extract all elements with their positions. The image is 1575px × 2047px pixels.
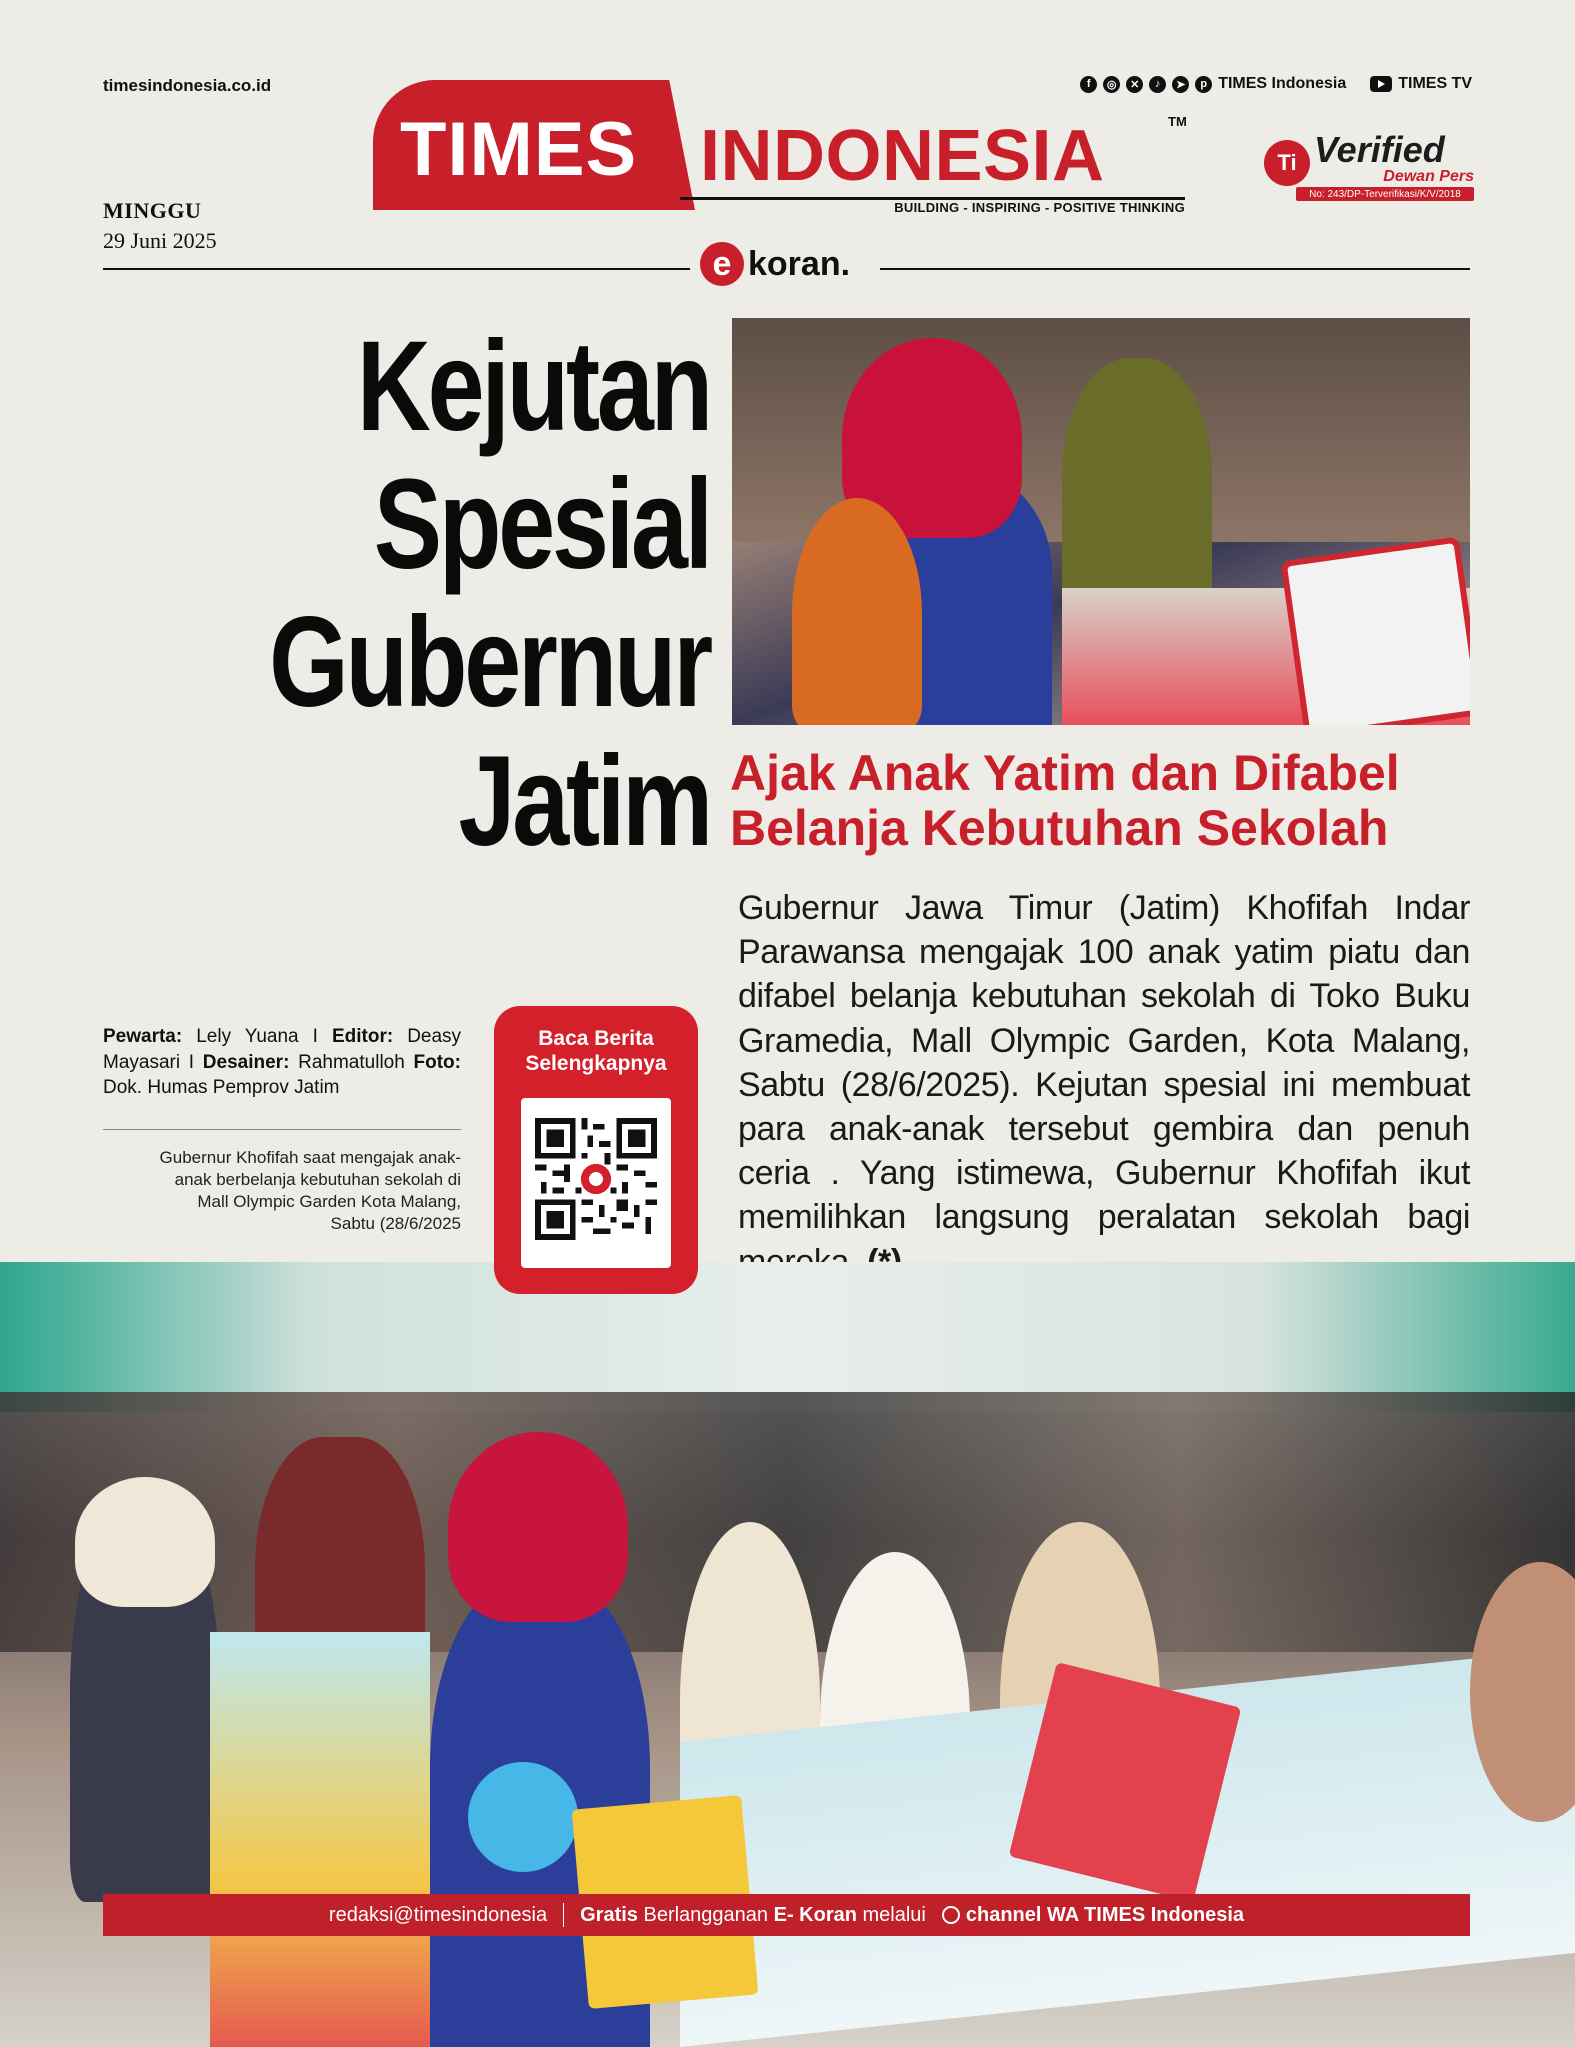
photo-caption: Gubernur Khofifah saat mengajak anak-anak berbelanja kebutuhan sekolah di Mall Olympic Garden Kota Malang, Sabtu (28/6/2025	[159, 1148, 461, 1234]
footer-subscribe	[580, 1904, 926, 1927]
instagram-icon[interactable]: ◎	[1103, 76, 1120, 93]
brand-indonesia: INDONESIA	[700, 116, 1105, 196]
header-divider-left	[103, 268, 690, 270]
foto-label: Foto:	[413, 1051, 461, 1073]
photo-candy-display	[210, 1632, 430, 2047]
editor-label: Editor:	[331, 1026, 394, 1047]
article-subhead: Ajak Anak Yatim dan Difabel Belanja Kebutuhan Sekolah	[730, 745, 1400, 856]
pinterest-icon[interactable]: p	[1195, 76, 1212, 93]
verified-number: No: 243/DP-Terverifikasi/K/V/2018	[1296, 187, 1474, 201]
headline-line: Gubernur	[269, 591, 710, 735]
social-label: TIMES Indonesia	[1218, 75, 1347, 92]
footer-ekoran: E- Koran	[773, 1903, 857, 1926]
credits-divider	[103, 1129, 461, 1130]
qr-label-line: Baca Berita	[538, 1027, 654, 1050]
ekoran-logo	[700, 242, 850, 286]
read-more-qr-box[interactable]	[494, 1006, 698, 1294]
footer-channel-label: channel WA TIMES Indonesia	[965, 1903, 1245, 1926]
headline-line: Jatim	[458, 729, 710, 873]
verified-word: Verified	[1314, 129, 1445, 170]
x-icon[interactable]: ✕	[1126, 76, 1143, 93]
photo-boy	[792, 498, 922, 725]
brand-times: TIMES	[400, 107, 638, 192]
photo-mentos-sign	[468, 1762, 578, 1872]
article-body	[738, 886, 1470, 1284]
photo-pencil-box	[1280, 536, 1470, 725]
tv-label: TIMES TV	[1398, 75, 1472, 92]
ti-badge-icon: Ti	[1264, 140, 1310, 186]
photo-store-wall	[0, 1262, 1575, 1412]
trademark-mark: TM	[1168, 114, 1187, 129]
qr-code-icon[interactable]	[521, 1098, 671, 1268]
whatsapp-icon	[942, 1906, 960, 1924]
edition-date: 29 Juni 2025	[103, 228, 217, 253]
credit-separator: I	[188, 1051, 195, 1073]
credit-separator: I	[312, 1026, 318, 1047]
article-credits	[103, 1024, 461, 1101]
photo-governor-hijab	[448, 1432, 628, 1622]
desainer-label: Desainer:	[202, 1051, 290, 1073]
footer-wa-channel[interactable]	[942, 1904, 1244, 1927]
ekoran-word: koran.	[748, 244, 851, 283]
pewarta-label: Pewarta:	[103, 1026, 183, 1047]
social-links	[1080, 75, 1472, 93]
footer-gratis: Gratis	[580, 1903, 638, 1926]
main-headline	[150, 315, 710, 873]
qr-label-line: Selengkapnya	[525, 1052, 667, 1076]
facebook-icon[interactable]: f	[1080, 76, 1097, 93]
photo-woman-left-hijab	[75, 1477, 215, 1607]
brand-tagline: BUILDING - INSPIRING - POSITIVE THINKING	[894, 200, 1185, 215]
headline-line: Spesial	[373, 453, 710, 597]
top-news-photo	[732, 318, 1470, 725]
pewarta-name: Lely Yuana	[196, 1026, 299, 1047]
tiktok-icon[interactable]: ♪	[1149, 76, 1166, 93]
footer-email[interactable]: redaksi@timesindonesia	[328, 1903, 548, 1926]
qr-label	[494, 1026, 698, 1076]
header-divider-right	[880, 268, 1470, 270]
youtube-icon[interactable]	[1370, 76, 1392, 92]
ekoran-e-icon: e	[700, 242, 744, 286]
desainer-name: Rahmatulloh	[298, 1051, 405, 1073]
verified-dewan-pers-logo	[1264, 129, 1474, 202]
photo-woman-green-hijab	[1062, 358, 1212, 618]
verified-sub: Dewan Pers	[1383, 168, 1474, 185]
telegram-icon[interactable]: ➤	[1172, 76, 1189, 93]
footer-melalui: melalui	[862, 1903, 926, 1926]
footer-langganan: Berlangganan	[643, 1903, 769, 1926]
site-url[interactable]: timesindonesia.co.id	[103, 76, 272, 95]
qr-code-graphic	[535, 1118, 657, 1240]
footer-bar	[103, 1894, 1470, 1936]
article-body-text: Gubernur Jawa Timur (Jatim) Khofifah Indar Parawansa mengajak 100 anak yatim piatu dan difabel belanja kebutuhan sekolah di Toko Buku Gramedia, Mall Olympic Garden, Kota Malang, Sabtu (28/6/2025). Kejutan spesial ini membuat para anak-anak tersebut gembira dan penuh ceria . Yang istimewa, Gubernur Khofifah ikut memilihkan langsung peralatan sekolah bagi	[738, 889, 1470, 1237]
edition-day: MINGGU	[103, 198, 202, 223]
editor-name: Deasy Mayasari	[103, 1026, 462, 1073]
foto-credit: Dok. Humas Pemprov Jatim	[103, 1077, 340, 1099]
footer-divider	[563, 1903, 564, 1927]
headline-line: Kejutan	[356, 315, 710, 458]
